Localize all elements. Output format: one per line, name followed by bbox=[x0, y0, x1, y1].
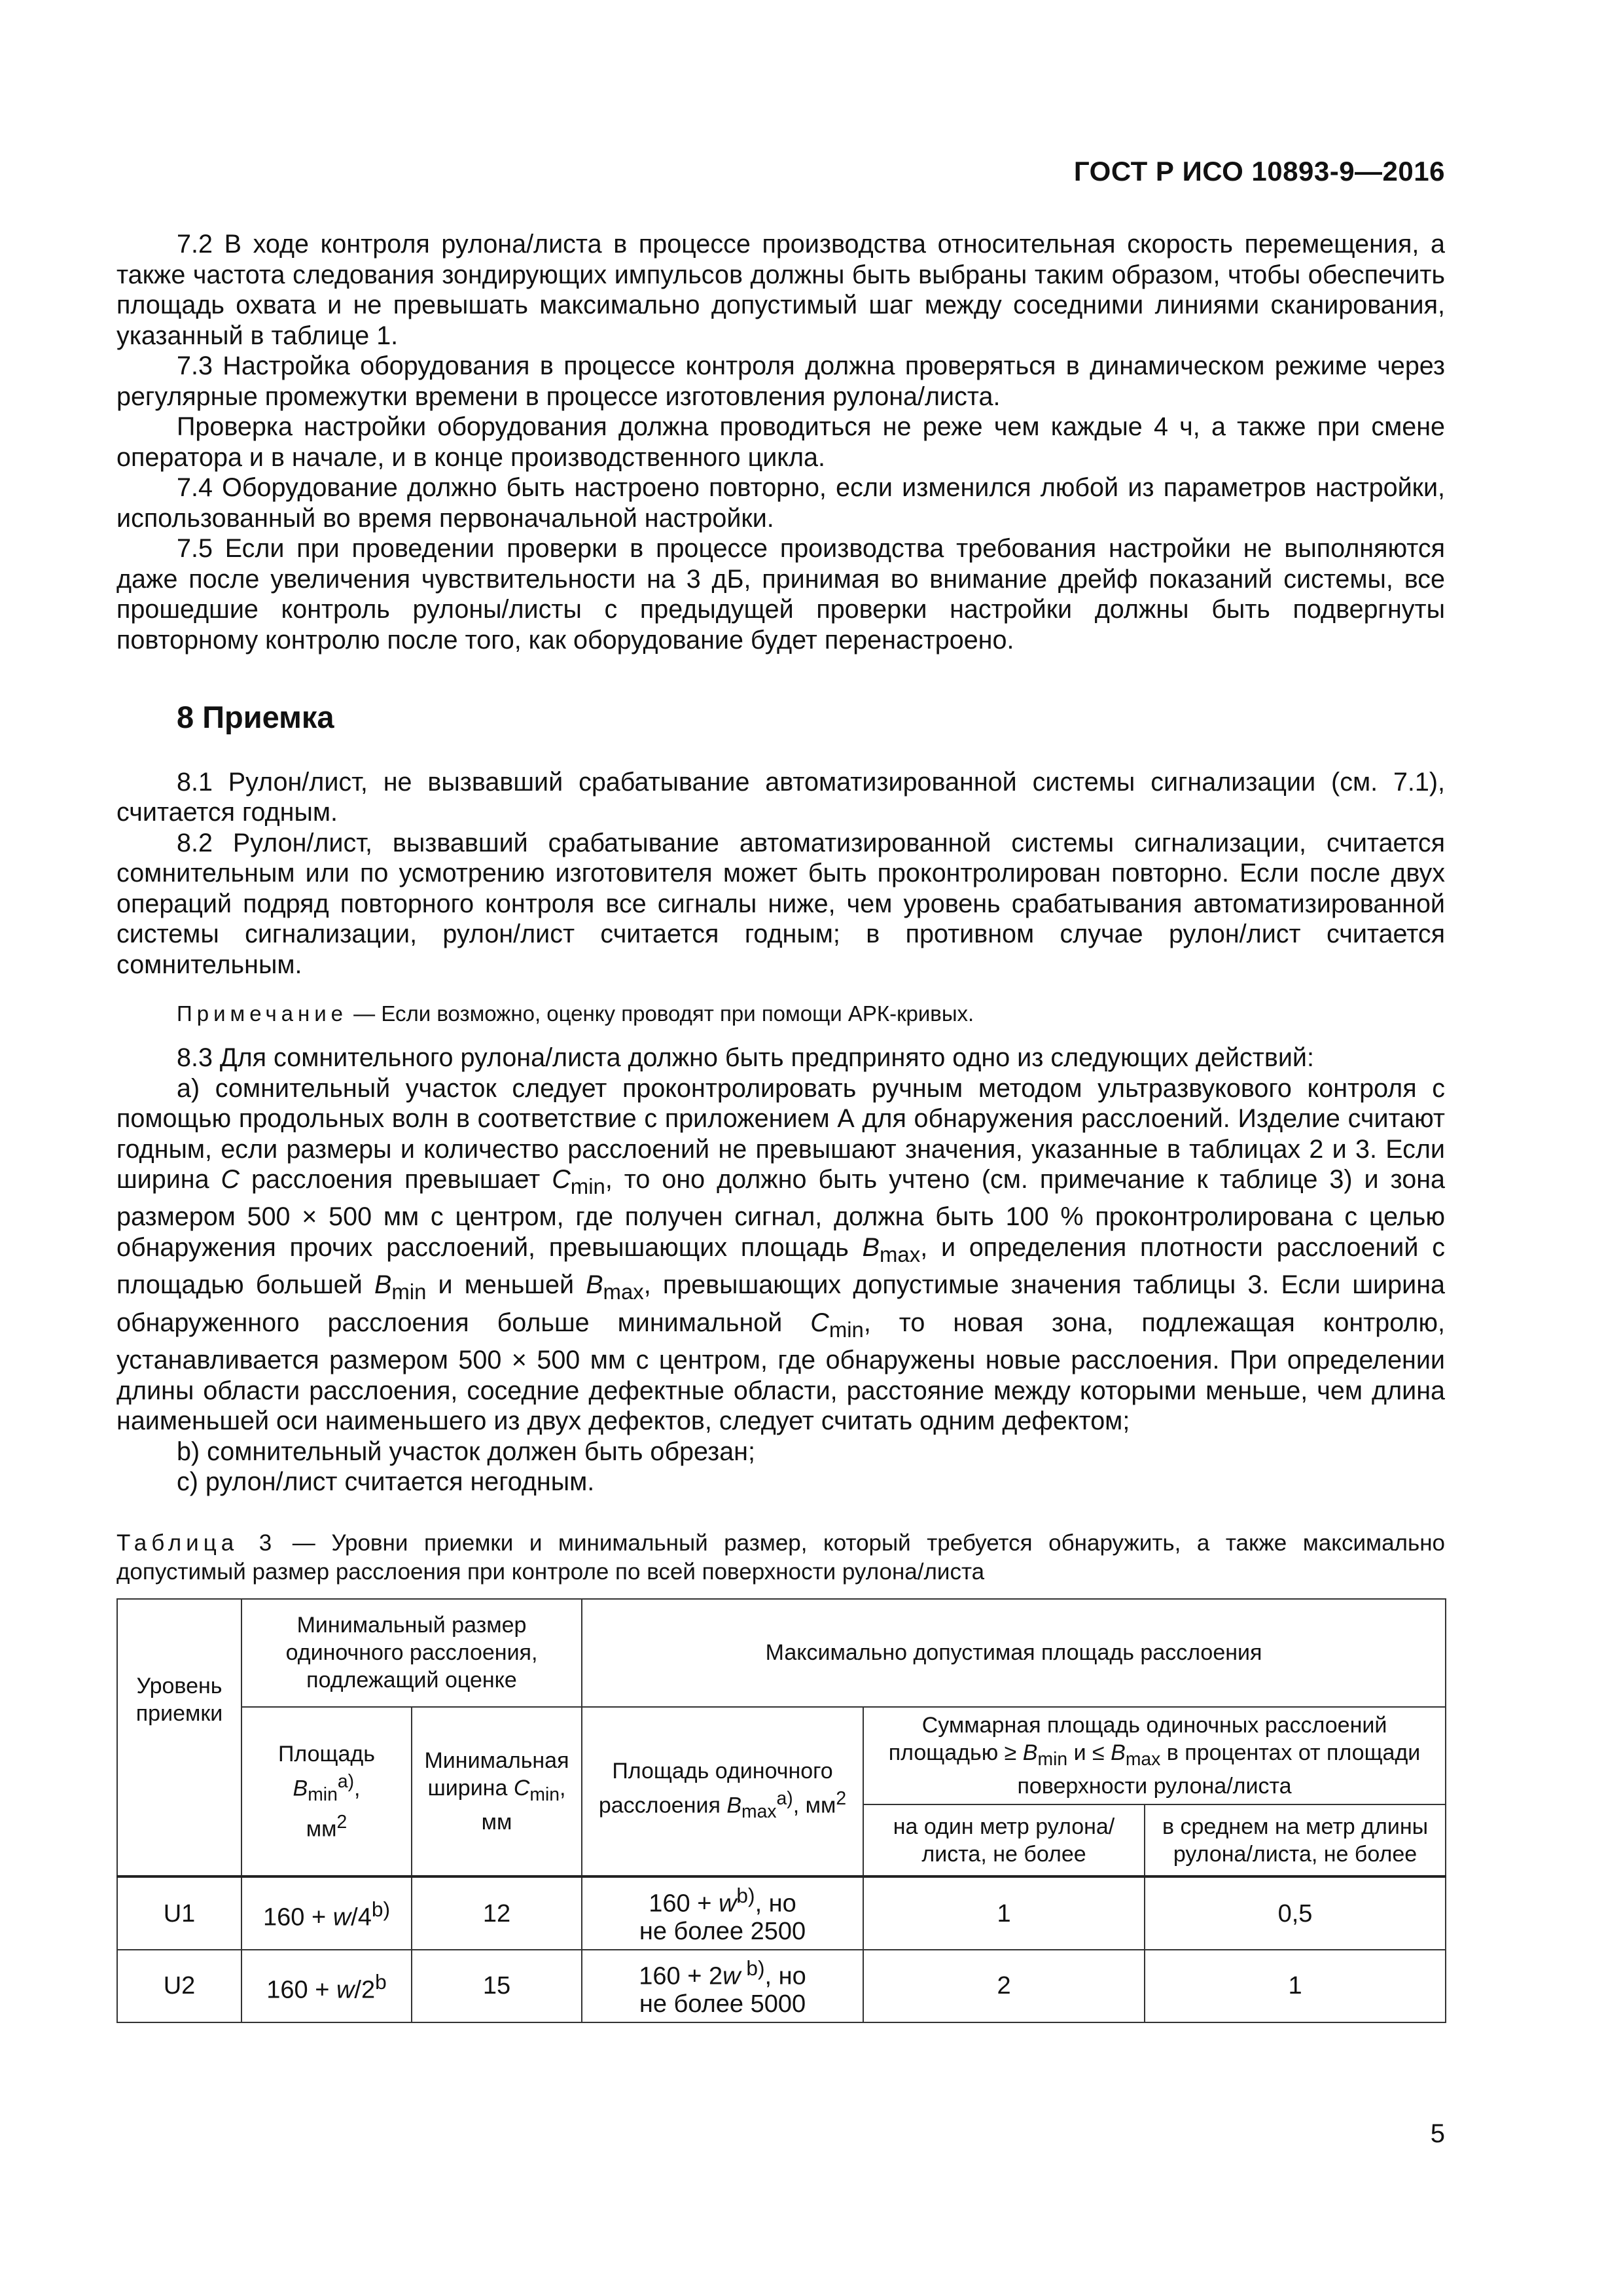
symbol-c: C bbox=[221, 1165, 240, 1194]
subscript-min: min bbox=[391, 1280, 427, 1304]
text-run: не более 5000 bbox=[639, 1990, 806, 2018]
subscript-min: min bbox=[308, 1784, 338, 1805]
note bbox=[116, 999, 1445, 1028]
note-text: — Если возможно, оценку проводят при помощи АРК-кривых. bbox=[348, 1001, 974, 1026]
subscript-min: min bbox=[529, 1784, 560, 1805]
subscript-max: max bbox=[880, 1242, 921, 1266]
symbol-b: B bbox=[586, 1270, 603, 1300]
document-header: ГОСТ Р ИСО 10893-9—2016 bbox=[1073, 156, 1445, 187]
cell-per-meter: 1 bbox=[863, 1876, 1145, 1950]
text-run: , и определения плотности расслоений с площадью большей bbox=[116, 1232, 1445, 1300]
subscript-max: max bbox=[603, 1280, 644, 1304]
cell-width-cmin: 15 bbox=[412, 1950, 582, 2022]
header-min-size: Минимальный размер одиночного расслоения, подлежащий оценке bbox=[241, 1599, 582, 1707]
cell-width-cmin: 12 bbox=[412, 1876, 582, 1950]
cell-avg-per-meter: 1 bbox=[1145, 1950, 1446, 2022]
symbol-b: B bbox=[1022, 1740, 1038, 1765]
cell-level: U2 bbox=[117, 1950, 241, 2022]
paragraph-8-2: 8.2 Рулон/лист, вызвавший срабатывание автоматизированной системы сигнализации, считается сомнительным или по усмотрению изготовителя может быть проконтролирован повторно. Если после двух операций подряд повторного контроля все сигналы ниже, чем уровень срабатывания автоматизированной системы сигнализации, рулон/лист считается годным; в противном случае рулон/лист считается сомнительным. bbox=[116, 828, 1445, 979]
text-run: /4 bbox=[351, 1904, 372, 1932]
symbol-w: w bbox=[718, 1890, 737, 1918]
header-max-area: Максимально допустимая площадь расслоения bbox=[582, 1599, 1446, 1707]
table-caption-label: Таблица 3 bbox=[116, 1530, 277, 1556]
text-run: , превышающих допустимые значения таблицы 3. Если ширина обнаруженного расслоения больше минимальной bbox=[116, 1270, 1445, 1337]
text-run: Минимальная ширина bbox=[424, 1748, 569, 1801]
paragraph-8-3: 8.3 Для сомнительного рулона/листа должно быть предпринято одно из следующих действий: bbox=[177, 1043, 1314, 1072]
unit-text: мм bbox=[481, 1809, 512, 1835]
paragraph-8-3-b: b) сомнительный участок должен быть обрезан; bbox=[177, 1437, 755, 1466]
unit-text: мм bbox=[805, 1793, 836, 1818]
symbol-w: w bbox=[336, 1976, 355, 2004]
paragraph-7-2: 7.2 В ходе контроля рулона/листа в процессе производства относительная скорость перемещения, а также частота следования зондирующих импульсов должны быть выбраны таким образом, чтобы обеспечить площадь охвата и не превышать максимально допустимый шаг между соседними линиями сканирования, указанный в таблице 1. bbox=[116, 230, 1445, 350]
paragraph-7-4: 7.4 Оборудование должно быть настроено повторно, если изменился любой из параметров настройки, использованный во время первоначальной настройки. bbox=[116, 473, 1445, 533]
header-single-area-bmax: Площадь одиночного расслоения $B_{max}^{a)}$, $мм^2$ bbox=[582, 1707, 863, 1877]
text-run: расслоения превышает bbox=[240, 1165, 552, 1194]
cell-area-bmin bbox=[241, 1876, 412, 1950]
superscript-2: 2 bbox=[336, 1811, 348, 1833]
table-row bbox=[117, 1950, 1446, 2022]
symbol-b: B bbox=[374, 1270, 392, 1300]
text-run: /2 bbox=[354, 1976, 376, 2004]
subscript-min: min bbox=[1037, 1748, 1068, 1770]
symbol-b: B bbox=[1111, 1740, 1126, 1765]
symbol-w: w bbox=[332, 1904, 351, 1932]
header-area-bmin: Площадь $B_{min}^{a)}$, $мм^2$ bbox=[241, 1707, 412, 1877]
superscript: b) bbox=[740, 1956, 765, 1981]
cell-single-area bbox=[582, 1876, 863, 1950]
symbol-c: C bbox=[513, 1776, 530, 1801]
table-caption bbox=[116, 1529, 1445, 1587]
section-title-acceptance: 8 Приемка bbox=[177, 700, 334, 734]
table-row bbox=[117, 1876, 1446, 1950]
subscript-min: min bbox=[570, 1174, 605, 1198]
text-run: и ≤ bbox=[1067, 1740, 1111, 1765]
symbol-b: B bbox=[293, 1776, 308, 1801]
text-run: Площадь bbox=[277, 1741, 375, 1767]
unit-text: мм bbox=[306, 1816, 337, 1842]
superscript: a) bbox=[337, 1770, 355, 1792]
superscript: b) bbox=[371, 1897, 391, 1922]
text-run: и меньшей bbox=[426, 1270, 586, 1300]
text-run: 160 + bbox=[266, 1976, 336, 2004]
superscript: b bbox=[375, 1970, 387, 1994]
text-run: 160 + 2 bbox=[639, 1962, 723, 1990]
paragraph-8-3-a bbox=[116, 1073, 1445, 1437]
subscript-min: min bbox=[829, 1317, 864, 1342]
paragraph-7-3: 7.3 Настройка оборудования в процессе контроля должна проверяться в динамическом режиме через регулярные промежутки времени в процессе изготовления рулона/листа. bbox=[116, 351, 1445, 411]
text-run: 160 + bbox=[262, 1904, 333, 1932]
text-run: в процентах от площади поверхности рулона/листа bbox=[1017, 1740, 1421, 1799]
superscript-2: 2 bbox=[836, 1787, 847, 1809]
cell-area-bmin bbox=[241, 1950, 412, 2022]
note-label: Примечание bbox=[177, 1001, 348, 1026]
header-acceptance-level: Уровень приемки bbox=[117, 1599, 241, 1877]
text-run: , то оно должно быть учтено (см. примечание к таблице 3) и зона размером 500 × 500 мм с центром, где получен сигнал, должна быть 100 % проконтролирована с целью обнаружения прочих расслоений, превышающих площадь bbox=[116, 1165, 1445, 1262]
cell-level: U1 bbox=[117, 1876, 241, 1950]
text-run: , то новая зона, подлежащая контролю, устанавливается размером 500 × 500 мм с центром, где обнаружены новые расслоения. При определении длины области расслоения, соседние дефектные области, расстояние между которыми меньше, чем длина наименьшей оси наименьшего из двух дефектов, следует считать одним дефектом; bbox=[116, 1308, 1445, 1436]
symbol-c: C bbox=[810, 1308, 829, 1337]
acceptance-table bbox=[116, 1598, 1446, 2023]
symbol-b: B bbox=[726, 1793, 742, 1818]
paragraph-7-5: 7.5 Если при проведении проверки в процессе производства требования настройки не выполняются даже после увеличения чувствительности на 3 дБ, принимая во внимание дрейф показаний системы, все прошедшие контроль рулоны/листы с предыдущей проверки настройки должны быть подвергнуты повторному контролю после того, как оборудование будет перенастроено. bbox=[116, 534, 1445, 655]
symbol-c: C bbox=[552, 1165, 571, 1194]
text-run: , но bbox=[755, 1890, 796, 1918]
document-body bbox=[116, 229, 1445, 2023]
table-caption-text: — Уровни приемки и минимальный размер, который требуется обнаружить, а также максимально допустимый размер расслоения при контроле по всей поверхности рулона/листа bbox=[116, 1530, 1446, 1585]
superscript: a) bbox=[776, 1787, 793, 1809]
cell-per-meter: 2 bbox=[863, 1950, 1145, 2022]
header-total-area bbox=[863, 1707, 1446, 1805]
page-number: 5 bbox=[1430, 2119, 1445, 2148]
paragraph-8-3-c: c) рулон/лист считается негодным. bbox=[177, 1467, 595, 1497]
text-run: Суммарная площадь одиночных расслоений площадью ≥ bbox=[888, 1712, 1387, 1765]
text-run: Площадь одиночного расслоения bbox=[598, 1758, 833, 1818]
symbol-b: B bbox=[862, 1232, 880, 1262]
subscript-max: max bbox=[1125, 1748, 1161, 1770]
cell-single-area bbox=[582, 1950, 863, 2022]
text-run: , но bbox=[764, 1962, 806, 1990]
symbol-w: w bbox=[722, 1962, 741, 1990]
text-run: не более 2500 bbox=[639, 1918, 806, 1946]
subscript-max: max bbox=[741, 1801, 777, 1823]
cell-avg-per-meter: 0,5 bbox=[1145, 1876, 1446, 1950]
paragraph-8-1: 8.1 Рулон/лист, не вызвавший срабатывание автоматизированной системы сигнализации (см. 7.1), считается годным. bbox=[116, 767, 1445, 827]
text-run: 160 + bbox=[649, 1890, 719, 1918]
header-per-meter: на один метр рулона/листа, не более bbox=[863, 1804, 1145, 1876]
header-avg-per-meter: в среднем на метр длины рулона/листа, не более bbox=[1145, 1804, 1446, 1876]
text-run: а) сомнительный участок следует проконтролировать ручным методом ультразвукового контроля с помощью продольных волн в соответствие с приложением А для обнаружения расслоений. Изделие считают годным, если размеры и количество расслоений не превышают значения, указанные в таблицах 2 и 3. Если ширина bbox=[116, 1073, 1445, 1194]
header-width-cmin: Минимальная ширина $C_{min}$, мм bbox=[412, 1707, 582, 1877]
paragraph-7-3-check: Проверка настройки оборудования должна проводиться не реже чем каждые 4 ч, а также при смене оператора и в начале, и в конце производственного цикла. bbox=[116, 412, 1445, 472]
superscript: b) bbox=[736, 1884, 755, 1908]
